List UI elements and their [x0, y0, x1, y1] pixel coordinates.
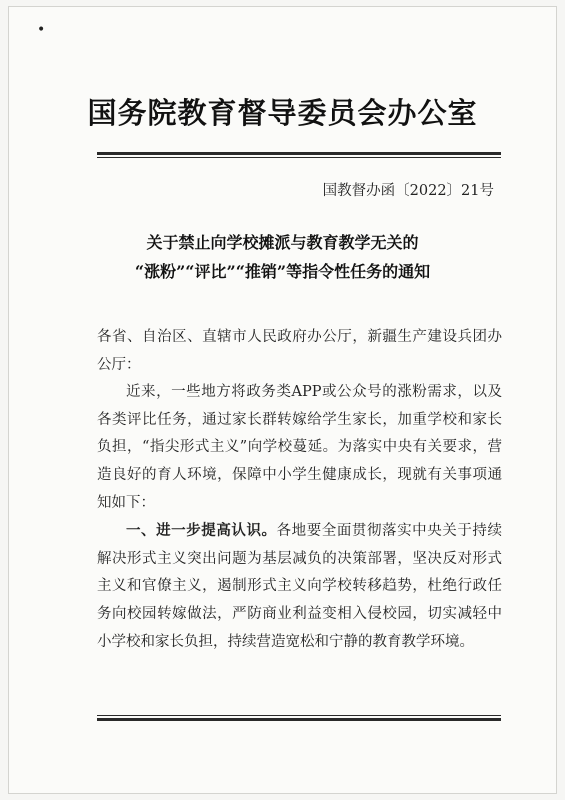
- footer-divider-thin: [97, 715, 501, 716]
- issuing-agency-header: 国务院教育督导委员会办公室: [87, 96, 478, 130]
- footer-divider: [97, 715, 501, 721]
- scan-mark: •: [37, 22, 46, 38]
- document-number: 国教督办函〔2022〕21号: [322, 183, 494, 199]
- title-line-2: “涨粉”“评比”“推销”等指令性任务的通知: [134, 262, 431, 281]
- addressee: 各省、自治区、直辖市人民政府办公厅，新疆生产建设兵团办公厅：: [97, 329, 502, 373]
- section-1-text: 各地要全面贯彻落实中央关于持续解决形式主义突出问题为基层减负的决策部署，坚决反对形式主义和官僚主义，遏制形式主义向学校转移趋势，杜绝行政任务向校园转嫁做法，严防商业利益变相入侵校园，切实减轻中小学校和家长负担，持续营造宽松和宁静的教育教学环境。: [97, 523, 502, 650]
- section-1-paragraph: [97, 517, 502, 656]
- document-body: [97, 324, 502, 656]
- document-title: [9, 228, 556, 286]
- footer-divider-thick: [97, 718, 501, 721]
- section-1-heading: 一、进一步提高认识。: [126, 522, 277, 540]
- title-line-1: 关于禁止向学校摊派与教育教学无关的: [146, 233, 419, 252]
- intro-paragraph: 近来，一些地方将政务类APP或公众号的涨粉需求，以及各类评比任务，通过家长群转嫁给学生家长，加重学校和家长负担，“指尖形式主义”向学校蔓延。为落实中央有关要求，营造良好的育人环境，保障中小学生健康成长，现就有关事项通知如下：: [97, 384, 502, 511]
- header-divider-thick: [97, 152, 501, 155]
- document-page: [8, 6, 557, 794]
- header-divider-thin: [97, 157, 501, 158]
- header-divider: [97, 152, 501, 158]
